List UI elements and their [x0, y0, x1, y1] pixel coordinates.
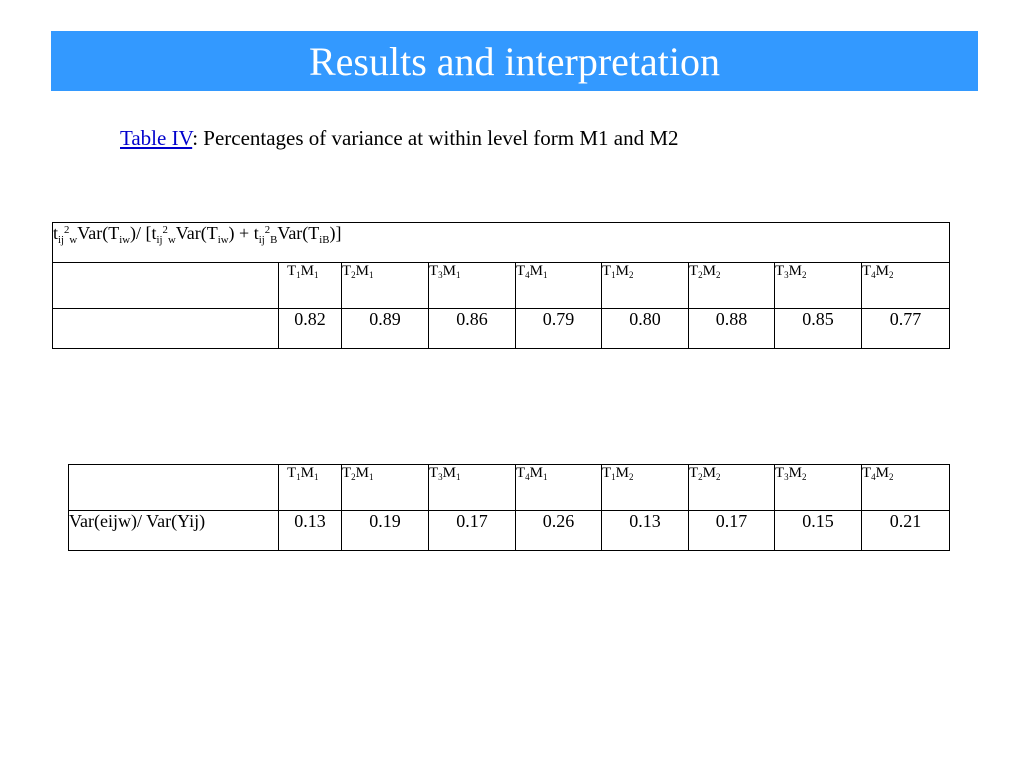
- col-header: $T_2M_1$: [342, 465, 429, 511]
- slide-title: Results and interpretation: [308, 38, 720, 84]
- col-header: $T_3M_1$: [429, 465, 516, 511]
- value-cell: 0.17: [429, 511, 516, 551]
- table-caption: [120, 126, 679, 151]
- formula-row: [53, 223, 950, 263]
- col-header: $T_4M_2$: [862, 465, 950, 511]
- col-header: $T_2M_1$: [342, 263, 429, 309]
- col-header: $T_1M_2$: [602, 465, 689, 511]
- header-row: [69, 465, 950, 511]
- row-label: Var(eijw)/ Var(Yij): [69, 511, 279, 551]
- col-header: $T_4M_1$: [516, 465, 602, 511]
- row-label: [53, 309, 279, 349]
- value-cell: 0.15: [775, 511, 862, 551]
- value-cell: 0.19: [342, 511, 429, 551]
- col-header: $T_3M_2$: [775, 263, 862, 309]
- value-cell: 0.89: [342, 309, 429, 349]
- value-cell: 0.13: [279, 511, 342, 551]
- col-header: $T_2M_2$: [689, 263, 775, 309]
- value-row: [69, 511, 950, 551]
- variance-table-2: [68, 464, 950, 551]
- formula-cell: $t_{ij}^2_wVar(T_{iw})/$ $[t_{ij}^2_wVar(T_{iw}) + t_{ij}^2_BVar(T_{iB})]$: [53, 223, 950, 263]
- header-empty-cell: [53, 263, 279, 309]
- value-cell: 0.88: [689, 309, 775, 349]
- col-header: $T_2M_2$: [689, 465, 775, 511]
- value-cell: 0.82: [279, 309, 342, 349]
- value-cell: 0.77: [862, 309, 950, 349]
- caption-text: : Percentages of variance at within level form M1 and M2: [192, 126, 679, 150]
- value-cell: 0.21: [862, 511, 950, 551]
- col-header: $T_4M_2$: [862, 263, 950, 309]
- header-empty-cell: [69, 465, 279, 511]
- col-header: $T_1M_1$: [279, 263, 342, 309]
- value-cell: 0.80: [602, 309, 689, 349]
- col-header: $T_1M_1$: [279, 465, 342, 511]
- value-row: [53, 309, 950, 349]
- slide-title-bar: [51, 31, 978, 91]
- variance-table-1: [52, 222, 950, 349]
- value-cell: 0.17: [689, 511, 775, 551]
- col-header: $T_4M_1$: [516, 263, 602, 309]
- col-header: $T_3M_1$: [429, 263, 516, 309]
- col-header: $T_3M_2$: [775, 465, 862, 511]
- value-cell: 0.26: [516, 511, 602, 551]
- value-cell: 0.86: [429, 309, 516, 349]
- col-header: $T_1M_2$: [602, 263, 689, 309]
- header-row: [53, 263, 950, 309]
- value-cell: 0.79: [516, 309, 602, 349]
- table-iv-link[interactable]: Table IV: [120, 126, 193, 150]
- value-cell: 0.13: [602, 511, 689, 551]
- value-cell: 0.85: [775, 309, 862, 349]
